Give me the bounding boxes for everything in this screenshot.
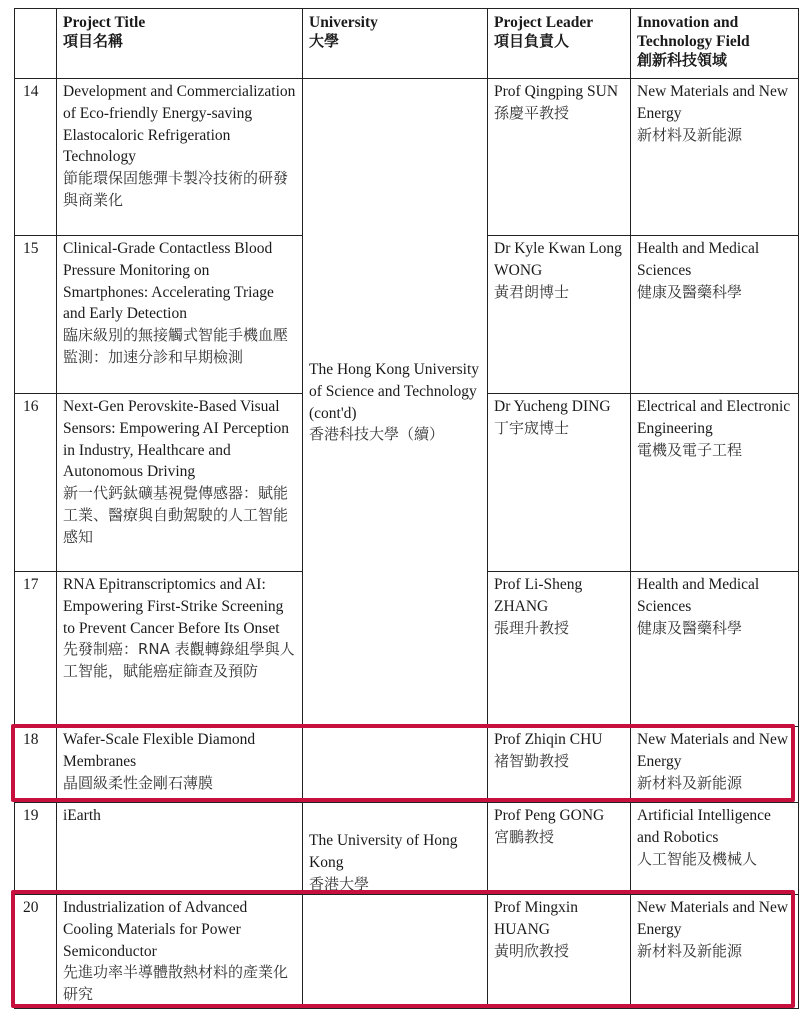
project-title-cell — [57, 803, 303, 895]
project-leader-cell — [488, 803, 631, 895]
university-zh: 香港科技大學（續） — [309, 425, 445, 444]
header-university — [303, 9, 488, 79]
project-leader-en: Prof Mingxin HUANG — [494, 899, 578, 938]
innovation-field-zh: 新材料及新能源 — [637, 773, 743, 792]
project-title-cell — [57, 394, 303, 572]
innovation-field-en: Artificial Intelligence and Robotics — [637, 807, 771, 846]
innovation-field-zh: 新材料及新能源 — [637, 125, 743, 144]
project-title-en: Clinical-Grade Contactless Blood Pressure Monitoring on Smartphones: Accelerating Triage and Early Detection — [63, 240, 274, 323]
header-innovation-field — [631, 9, 799, 79]
project-title-en: Next-Gen Perovskite-Based Visual Sensors: Empowering AI Perception in Industry, Healthcare and Autonomous Driving — [63, 398, 290, 481]
row-number: 16 — [15, 394, 57, 572]
innovation-field-en: Health and Medical Sciences — [637, 240, 760, 279]
university-en: The Hong Kong University of Science and Technology (cont'd) — [309, 360, 480, 422]
innovation-field-cell — [631, 727, 799, 803]
project-leader-zh: 黃君朗博士 — [494, 282, 570, 301]
project-title-en: Development and Commercialization of Eco-friendly Energy-saving Elastocaloric Refrigeration Technology — [63, 83, 296, 166]
innovation-field-cell — [631, 79, 799, 236]
project-leader-cell — [488, 394, 631, 572]
project-leader-zh: 褚智勤教授 — [494, 751, 570, 770]
university-cell-empty — [303, 727, 488, 803]
header-project-leader-zh: 項目負責人 — [494, 32, 570, 50]
innovation-field-cell — [631, 895, 799, 1009]
innovation-field-en: New Materials and New Energy — [637, 731, 789, 770]
header-university-en: University — [309, 14, 378, 31]
project-title-cell — [57, 236, 303, 394]
project-leader-en: Dr Kyle Kwan Long WONG — [494, 240, 622, 279]
header-project-title — [57, 9, 303, 79]
project-title-zh: 臨床級別的無接觸式智能手機血壓監測：加速分診和早期檢測 — [63, 326, 289, 366]
header-number — [15, 9, 57, 79]
innovation-field-zh: 人工智能及機械人 — [637, 849, 758, 868]
row-number: 14 — [15, 79, 57, 236]
project-leader-cell — [488, 895, 631, 1009]
innovation-field-zh: 新材料及新能源 — [637, 941, 743, 960]
table-row — [15, 79, 799, 236]
project-title-zh: 晶圓級柔性金剛石薄膜 — [63, 773, 214, 792]
project-title-zh: 先進功率半導體散熱材料的產業化研究 — [63, 963, 289, 1004]
project-leader-zh: 孫慶平教授 — [494, 103, 570, 122]
project-leader-cell — [488, 572, 631, 727]
project-leader-cell — [488, 79, 631, 236]
project-title-en: Wafer-Scale Flexible Diamond Membranes — [63, 731, 256, 770]
table-row — [15, 803, 799, 895]
project-title-en: RNA Epitranscriptomics and AI: Empowering First-Strike Screening to Prevent Cancer Before Its Onset — [63, 576, 284, 637]
project-leader-en: Dr Yucheng DING — [494, 398, 611, 415]
project-leader-zh: 黃明欣教授 — [494, 941, 570, 960]
header-project-title-en: Project Title — [63, 14, 146, 31]
header-university-zh: 大學 — [309, 32, 340, 50]
project-title-zh: 先發制癌：RNA 表觀轉錄組學與人工智能，賦能癌症篩查及預防 — [63, 640, 295, 681]
project-title-cell — [57, 572, 303, 727]
header-innovation-field-zh: 創新科技領域 — [637, 51, 728, 69]
project-title-zh: 新一代鈣鈦礦基視覺傳感器：賦能工業、醫療與自動駕駛的人工智能感知 — [63, 484, 289, 546]
project-title-cell — [57, 727, 303, 803]
innovation-field-cell — [631, 394, 799, 572]
project-title-en: iEarth — [63, 807, 101, 824]
university-cell-hkust — [303, 79, 488, 727]
university-cell-empty — [303, 895, 488, 1009]
project-title-cell — [57, 79, 303, 236]
project-leader-zh: 宮鵬教授 — [494, 827, 555, 846]
row-number: 15 — [15, 236, 57, 394]
row-number: 19 — [15, 803, 57, 895]
project-leader-en: Prof Peng GONG — [494, 807, 605, 824]
innovation-field-cell — [631, 803, 799, 895]
project-leader-cell — [488, 236, 631, 394]
innovation-field-zh: 健康及醫藥科學 — [637, 618, 743, 637]
innovation-field-zh: 電機及電子工程 — [637, 440, 743, 459]
project-leader-en: Prof Li-Sheng ZHANG — [494, 576, 583, 615]
innovation-field-cell — [631, 572, 799, 727]
project-leader-en: Prof Zhiqin CHU — [494, 731, 603, 748]
project-leader-cell — [488, 727, 631, 803]
row-number: 20 — [15, 895, 57, 1009]
table-row — [15, 727, 799, 803]
row-number: 17 — [15, 572, 57, 727]
header-row — [15, 9, 799, 79]
header-project-leader — [488, 9, 631, 79]
project-title-cell — [57, 895, 303, 1009]
innovation-field-cell — [631, 236, 799, 394]
innovation-field-en: New Materials and New Energy — [637, 83, 789, 122]
innovation-field-zh: 健康及醫藥科學 — [637, 282, 743, 301]
innovation-field-en: Electrical and Electronic Engineering — [637, 398, 791, 437]
header-innovation-field-en: Innovation and Technology Field — [637, 14, 750, 50]
project-leader-zh: 丁宇宬博士 — [494, 418, 570, 437]
university-en: The University of Hong Kong — [309, 832, 458, 871]
table-row — [15, 895, 799, 1009]
header-project-leader-en: Project Leader — [494, 14, 594, 31]
header-project-title-zh: 項目名稱 — [63, 32, 124, 50]
university-cell-hku — [303, 803, 488, 895]
university-zh: 香港大學 — [309, 874, 370, 893]
projects-table — [14, 8, 799, 1009]
project-leader-zh: 張理升教授 — [494, 618, 570, 637]
innovation-field-en: Health and Medical Sciences — [637, 576, 760, 615]
project-leader-en: Prof Qingping SUN — [494, 83, 619, 100]
row-number: 18 — [15, 727, 57, 803]
innovation-field-en: New Materials and New Energy — [637, 899, 789, 938]
project-title-en: Industrialization of Advanced Cooling Materials for Power Semiconductor — [63, 899, 248, 960]
project-title-zh: 節能環保固態彈卡製冷技術的研發與商業化 — [63, 169, 289, 209]
